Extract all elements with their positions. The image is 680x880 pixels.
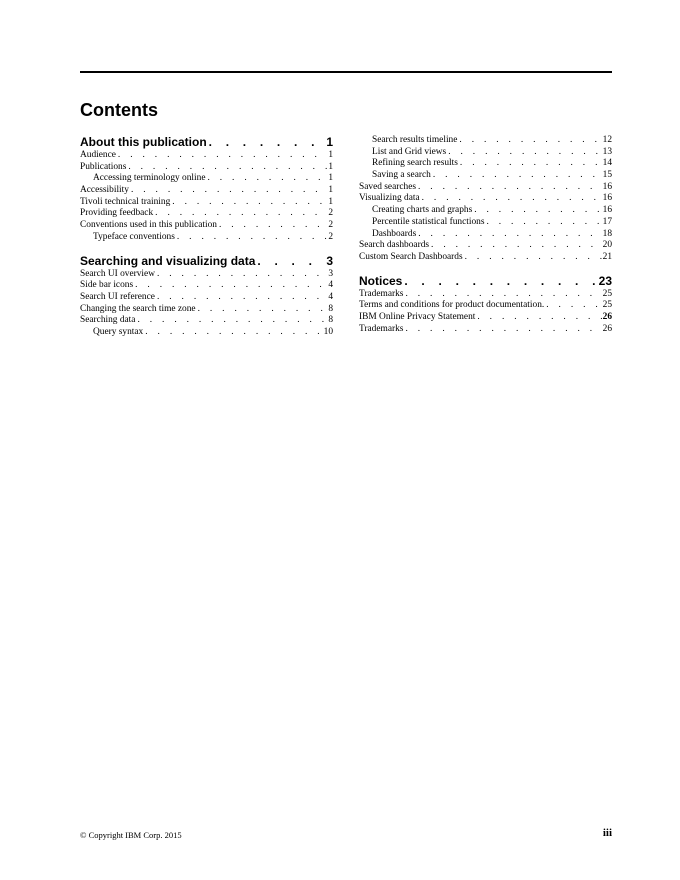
toc-entry-title: Notices — [359, 273, 403, 288]
toc-leader-dots — [198, 304, 328, 316]
toc-entry[interactable] — [80, 197, 333, 209]
toc-entry-title: Saving a search — [372, 170, 431, 181]
toc-leader-dots — [405, 289, 601, 301]
toc-page-number: 1 — [328, 150, 333, 160]
toc-leader-dots — [118, 150, 327, 162]
toc-entry-title: About this publication — [80, 135, 207, 149]
toc-entry[interactable] — [80, 185, 333, 197]
toc-leader-dots — [486, 217, 601, 229]
toc-page-number: 26 — [602, 311, 612, 322]
toc-entry-title: List and Grid views — [372, 146, 447, 157]
toc-entry-title: Search UI overview — [80, 268, 155, 279]
toc-leader-dots — [465, 252, 602, 264]
toc-entry-title: Providing feedback — [80, 208, 154, 219]
toc-leader-dots — [172, 197, 327, 209]
toc-page-number: 1 — [326, 135, 333, 149]
toc-entry-title: Tivoli technical training — [80, 196, 171, 207]
toc-entry[interactable] — [359, 324, 612, 336]
toc-entry-title: Terms and conditions for product documentation. — [359, 300, 545, 311]
toc-page-number: 1 — [328, 173, 333, 184]
toc-entry-title: Visualizing data — [359, 193, 420, 204]
toc-leader-dots — [418, 229, 601, 241]
toc-entry-title: Searching data — [80, 315, 136, 326]
toc-entry-title: IBM Online Privacy Statement — [359, 311, 476, 322]
toc-entry[interactable] — [80, 173, 333, 185]
page-number: iii — [602, 827, 612, 839]
toc-entry[interactable] — [359, 217, 612, 229]
toc-page-number: 1 — [328, 161, 333, 172]
toc-leader-dots — [431, 240, 602, 252]
toc-leader-dots — [405, 324, 601, 336]
toc-entry[interactable] — [80, 280, 333, 292]
toc-entry[interactable] — [80, 162, 333, 174]
toc-leader-dots — [460, 158, 602, 170]
toc-page-number: 25 — [602, 300, 612, 311]
top-rule — [80, 71, 612, 73]
toc-page-number: 15 — [602, 170, 612, 181]
toc-leader-dots — [257, 254, 325, 268]
toc-entry-title: Conventions used in this publication — [80, 220, 217, 231]
toc-entry[interactable] — [359, 158, 612, 170]
toc-heading[interactable] — [359, 274, 612, 288]
toc-entry[interactable] — [359, 289, 612, 301]
toc-leader-dots — [448, 147, 601, 159]
page-title: Contents — [80, 100, 158, 120]
toc-entry[interactable] — [359, 205, 612, 217]
toc-left-column — [80, 135, 333, 339]
toc-entry-title: Search UI reference — [80, 291, 155, 302]
toc-page-number: 23 — [598, 273, 612, 288]
toc-entry-title: Dashboards — [372, 228, 417, 239]
toc-page-number: 3 — [328, 268, 333, 279]
toc-page-number: 18 — [602, 228, 612, 239]
toc-page-number: 14 — [602, 158, 612, 169]
toc-entry[interactable] — [359, 312, 612, 324]
toc-entry-title: Trademarks — [359, 288, 404, 299]
toc-leader-dots — [209, 135, 326, 149]
copyright-footer: © Copyright IBM Corp. 2015 — [80, 830, 182, 840]
toc-page-number: 2 — [328, 220, 333, 231]
toc-entry-title: Custom Search Dashboards — [359, 251, 463, 262]
toc-entry[interactable] — [359, 193, 612, 205]
toc-page-number: 20 — [602, 240, 612, 251]
toc-page-number: 4 — [328, 280, 333, 291]
toc-entry-title: Searching and visualizing data — [80, 253, 256, 268]
toc-page-number: 25 — [602, 288, 612, 299]
toc-entry-title: Search dashboards — [359, 240, 430, 251]
toc-entry[interactable] — [359, 300, 612, 312]
toc-page-number: 8 — [328, 315, 333, 326]
toc-leader-dots — [157, 292, 327, 304]
toc-entry[interactable] — [359, 182, 612, 194]
toc-leader-dots — [433, 170, 602, 182]
toc-leader-dots — [157, 269, 327, 281]
toc-entry[interactable] — [359, 252, 612, 264]
toc-page-number: 26 — [602, 323, 612, 334]
toc-entry[interactable] — [80, 315, 333, 327]
toc-entry[interactable] — [80, 220, 333, 232]
toc-leader-dots — [422, 193, 602, 205]
toc-entry-title: Percentile statistical functions — [372, 216, 485, 227]
toc-entry-title: Saved searches — [359, 181, 417, 192]
toc-leader-dots — [459, 135, 601, 147]
toc-leader-dots — [137, 315, 327, 327]
toc-leader-dots — [404, 274, 597, 288]
toc-entry-title: Creating charts and graphs — [372, 205, 473, 216]
toc-entry-title: Query syntax — [93, 326, 144, 337]
toc-page-number: 16 — [602, 193, 612, 204]
toc-leader-dots — [546, 300, 601, 312]
toc-entry-title: Publications — [80, 161, 127, 172]
toc-entry-title: Audience — [80, 150, 116, 160]
toc-right-column — [359, 135, 612, 335]
toc-entry-title: Trademarks — [359, 323, 404, 334]
toc-page-number: 17 — [602, 216, 612, 227]
toc-heading[interactable] — [80, 135, 333, 149]
toc-entry[interactable] — [80, 292, 333, 304]
toc-page-number: 2 — [328, 231, 333, 242]
toc-page-number: 1 — [328, 185, 333, 196]
toc-leader-dots — [135, 280, 327, 292]
toc-page-number: 16 — [602, 205, 612, 216]
toc-leader-dots — [177, 232, 327, 244]
toc-leader-dots — [477, 312, 601, 324]
toc-entry-title: Side bar icons — [80, 280, 134, 291]
toc-leader-dots — [131, 185, 327, 197]
toc-page-number: 13 — [602, 146, 612, 157]
toc-entry[interactable] — [359, 135, 612, 147]
toc-page-number: 1 — [328, 196, 333, 207]
toc-entry-title: Accessibility — [80, 185, 129, 196]
toc-heading[interactable] — [80, 254, 333, 268]
toc-entry-title: Search results timeline — [372, 135, 458, 145]
toc-entry[interactable] — [80, 327, 333, 339]
toc-page-number: 2 — [328, 208, 333, 219]
toc-leader-dots — [474, 205, 601, 217]
toc-leader-dots — [219, 220, 327, 232]
toc-entry-title: Refining search results — [372, 158, 458, 169]
toc-entry[interactable] — [359, 229, 612, 241]
toc-entry[interactable] — [359, 170, 612, 182]
toc-page-number: 10 — [323, 326, 333, 337]
toc-page-number: 3 — [326, 253, 333, 268]
toc-leader-dots — [207, 173, 327, 185]
toc-entry[interactable] — [80, 232, 333, 244]
toc-entry-title: Typeface conventions — [93, 231, 175, 242]
toc-page-number: 21 — [602, 251, 612, 262]
toc-entry[interactable] — [80, 304, 333, 316]
toc-entry[interactable] — [80, 150, 333, 162]
toc-leader-dots — [145, 327, 322, 339]
toc-page-number: 16 — [602, 181, 612, 192]
toc-entry[interactable] — [80, 269, 333, 281]
toc-leader-dots — [155, 208, 327, 220]
toc-page-number: 4 — [328, 291, 333, 302]
toc-leader-dots — [418, 182, 602, 194]
toc-entry[interactable] — [359, 240, 612, 252]
toc-page-number: 8 — [328, 303, 333, 314]
toc-entry[interactable] — [359, 147, 612, 159]
toc-page-number: 12 — [602, 135, 612, 145]
toc-entry-title: Accessing terminology online — [93, 173, 206, 184]
toc-leader-dots — [128, 162, 327, 174]
toc-entry[interactable] — [80, 208, 333, 220]
toc-entry-title: Changing the search time zone — [80, 303, 196, 314]
